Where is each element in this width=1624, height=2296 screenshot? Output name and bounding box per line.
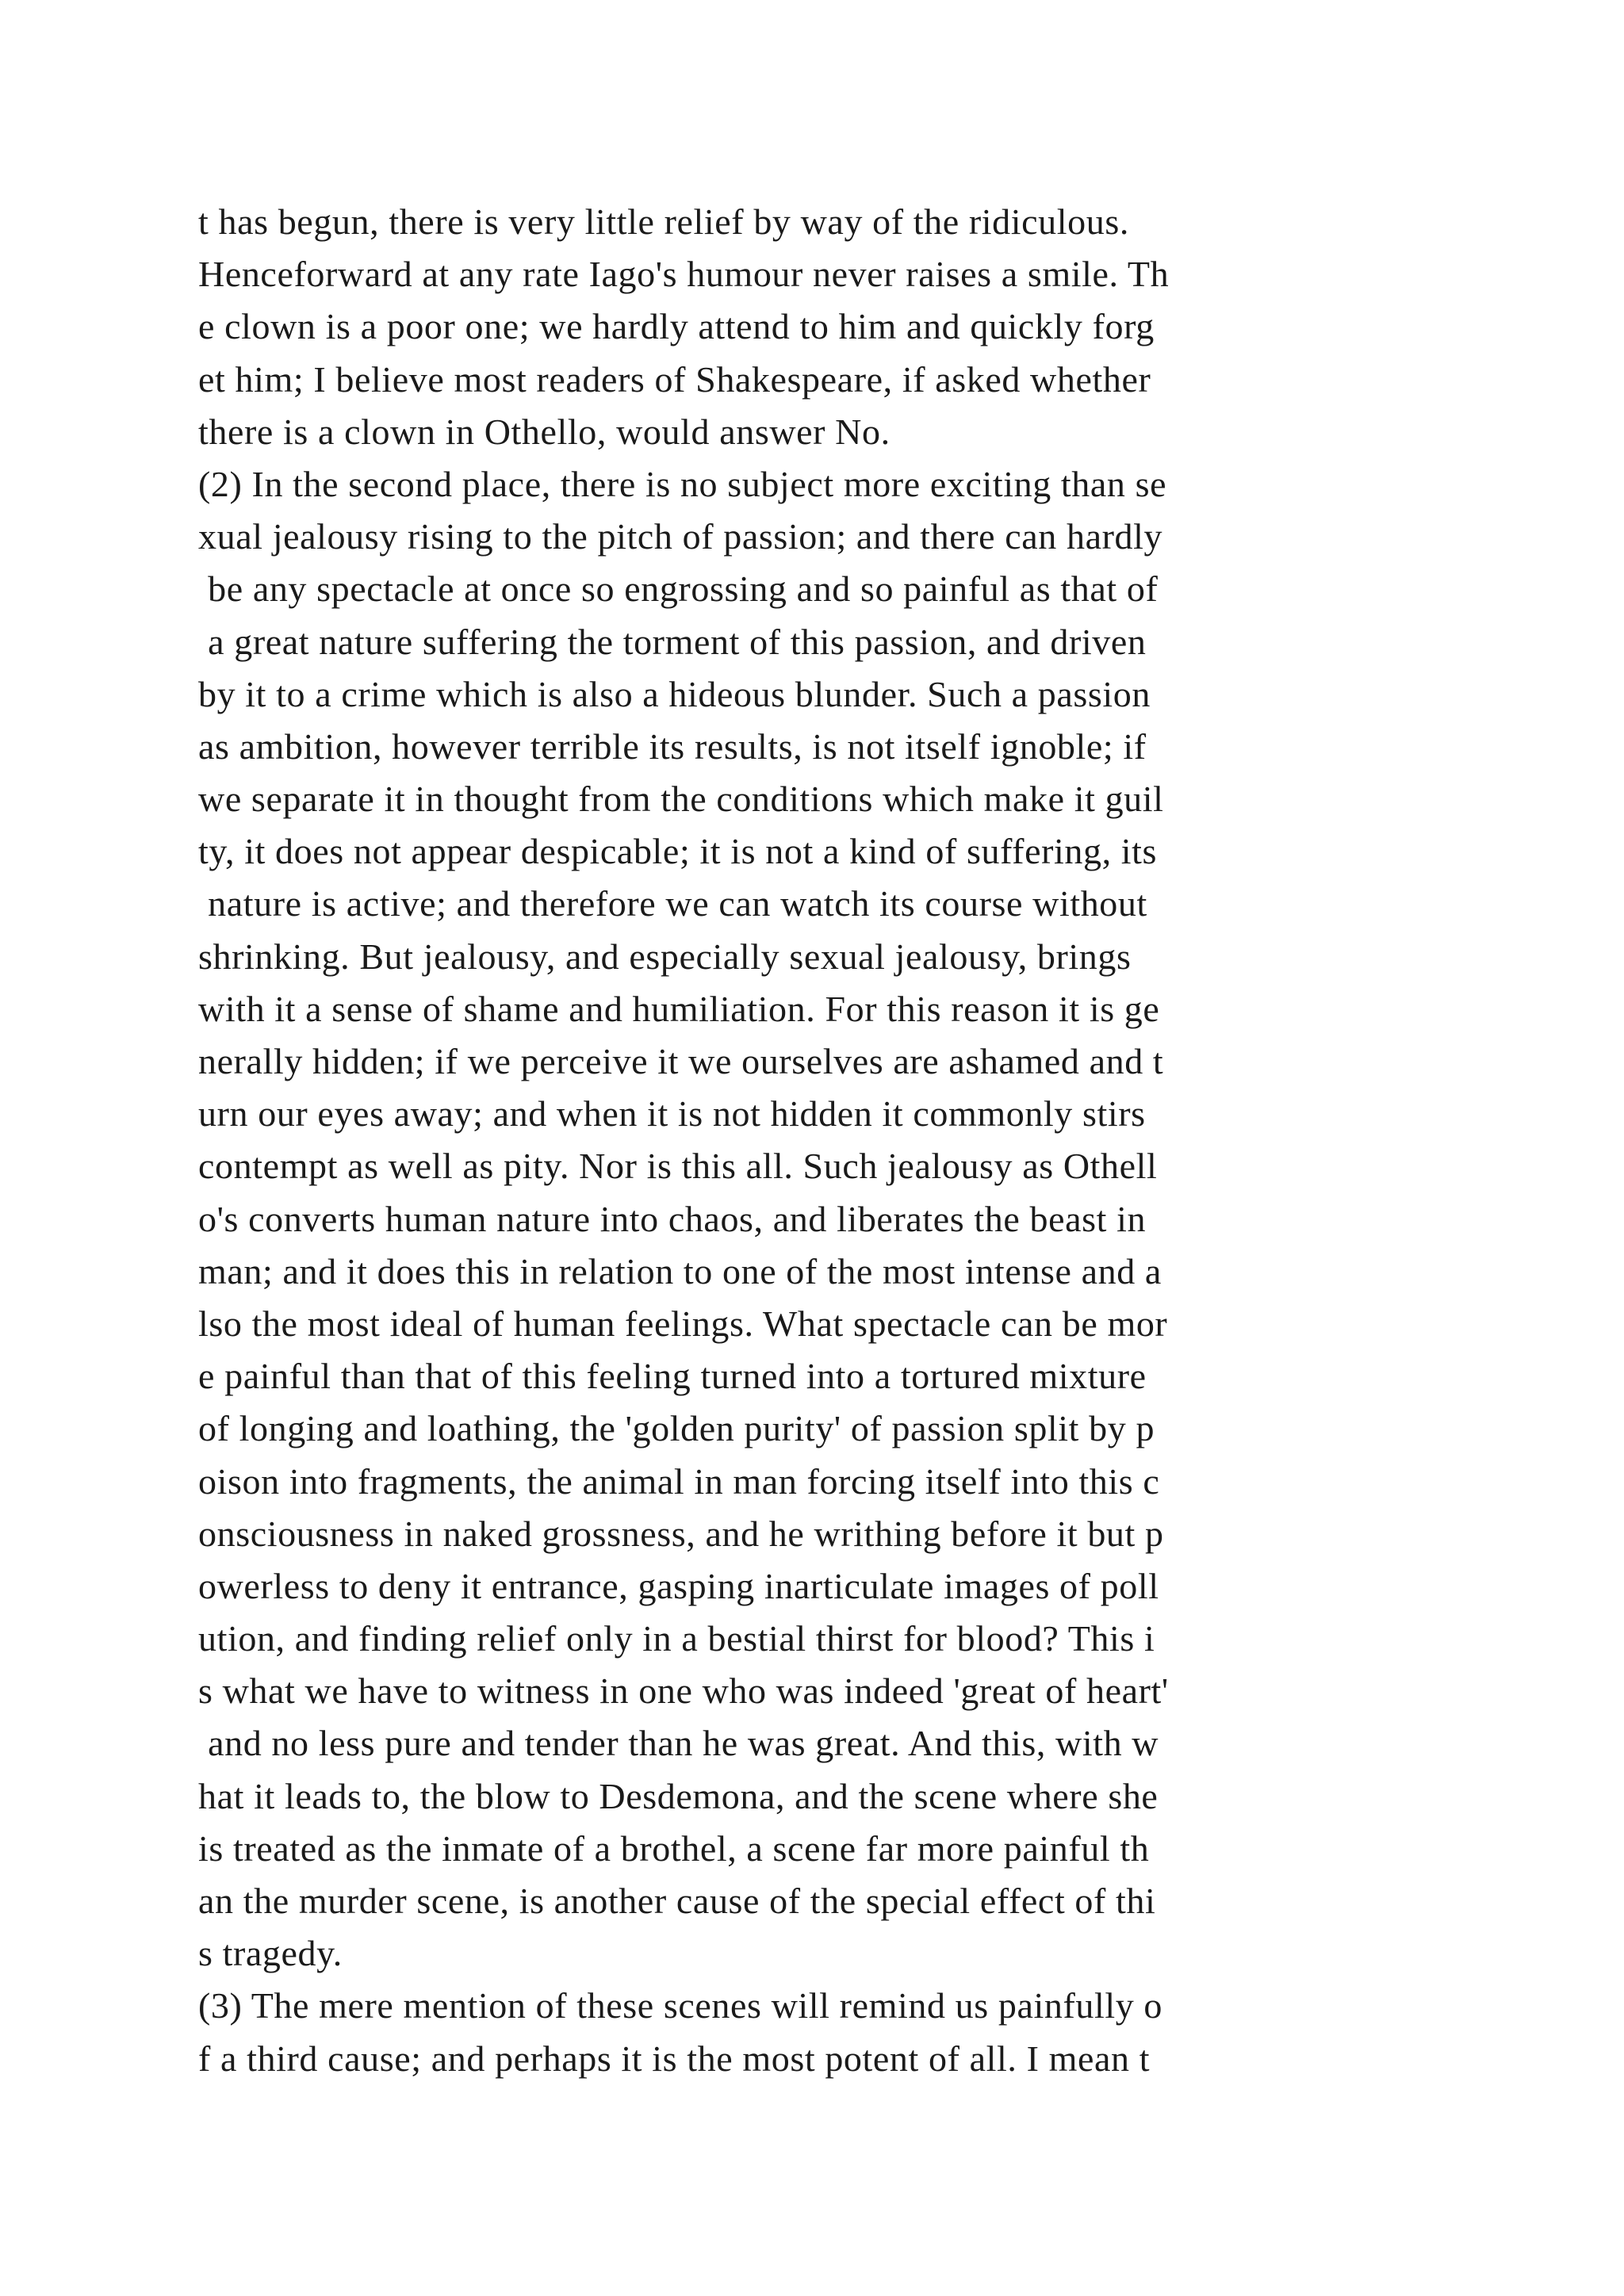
text-line: (2) In the second place, there is no subject more exciting than se [198,463,1167,504]
text-line: t has begun, there is very little relief by way of the ridiculous. [198,201,1129,242]
text-line: xual jealousy rising to the pitch of passion; and there can hardly [198,516,1163,557]
text-line: e painful than that of this feeling turned into a tortured mixture [198,1356,1147,1397]
text-line: o's converts human nature into chaos, and liberates the beast in [198,1198,1147,1239]
text-line: lso the most ideal of human feelings. What spectacle can be mor [198,1303,1168,1344]
text-line: s what we have to witness in one who was indeed 'great of heart' [198,1670,1169,1712]
text-line: ution, and finding relief only in a bestial thirst for blood? This i [198,1618,1155,1659]
text-line: owerless to deny it entrance, gasping inarticulate images of poll [198,1565,1159,1606]
text-line: is treated as the inmate of a brothel, a scene far more painful th [198,1827,1150,1869]
text-line: e clown is a poor one; we hardly attend to him and quickly forg [198,306,1155,347]
text-line: there is a clown in Othello, would answer No. [198,411,891,452]
text-line: et him; I believe most readers of Shakespeare, if asked whether [198,358,1151,400]
text-line: nerally hidden; if we perceive it we ourselves are ashamed and t [198,1041,1164,1081]
text-line: a great nature suffering the torment of this passion, and driven [198,621,1147,662]
text-line: shrinking. But jealousy, and especially sexual jealousy, brings [198,936,1132,977]
body-text [198,196,1451,2085]
text-line: of longing and loathing, the 'golden purity' of passion split by p [198,1408,1155,1449]
text-line: urn our eyes away; and when it is not hidden it commonly stirs [198,1093,1146,1135]
text-line: nature is active; and therefore we can watch its course without [198,883,1147,924]
text-line: with it a sense of shame and humiliation. For this reason it is ge [198,988,1160,1029]
text-line: we separate it in thought from the conditions which make it guil [198,779,1164,820]
text-line: be any spectacle at once so engrossing and so painful as that of [198,568,1159,610]
text-line: s tragedy. [198,1933,343,1974]
text-line: hat it leads to, the blow to Desdemona, and the scene where she [198,1775,1159,1816]
text-line: ty, it does not appear despicable; it is not a kind of suffering, its [198,831,1158,872]
text-line: as ambition, however terrible its results, is not itself ignoble; if [198,725,1147,767]
text-line: f a third cause; and perhaps it is the most potent of all. I mean t [198,2038,1151,2079]
text-line: Henceforward at any rate Iago's humour never raises a smile. Th [198,254,1170,295]
text-line: by it to a crime which is also a hideous blunder. Such a passion [198,673,1151,714]
text-line: (3) The mere mention of these scenes will remind us painfully o [198,1985,1163,2026]
text-line: onsciousness in naked grossness, and he writhing before it but p [198,1513,1164,1554]
text-line: an the murder scene, is another cause of the special effect of thi [198,1881,1156,1921]
text-line: oison into fragments, the animal in man forcing itself into this c [198,1460,1160,1502]
text-line: contempt as well as pity. Nor is this all. Such jealousy as Othell [198,1146,1158,1187]
text-line: and no less pure and tender than he was great. And this, with w [198,1723,1159,1764]
text-line: man; and it does this in relation to one of the most intense and a [198,1250,1162,1292]
